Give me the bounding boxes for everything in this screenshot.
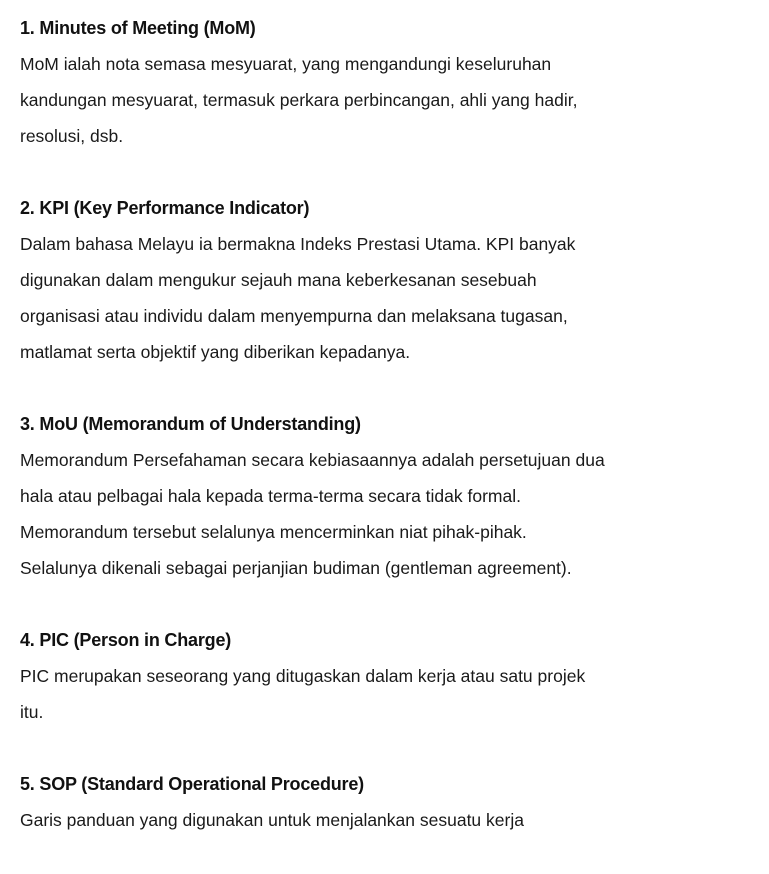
- section-heading: 3. MoU (Memorandum of Understanding): [20, 414, 361, 434]
- paragraph-line: Dalam bahasa Melayu ia bermakna Indeks Prestasi Utama. KPI banyak: [20, 234, 576, 254]
- section-paragraph: [20, 658, 720, 730]
- paragraph-line: itu.: [20, 702, 44, 722]
- section-pic: [20, 622, 720, 730]
- paragraph-line: kandungan mesyuarat, termasuk perkara perbincangan, ahli yang hadir,: [20, 90, 578, 110]
- section-heading: 1. Minutes of Meeting (MoM): [20, 18, 256, 38]
- section-paragraph: [20, 46, 720, 154]
- paragraph-line: Memorandum tersebut selalunya mencerminkan niat pihak-pihak.: [20, 522, 527, 542]
- paragraph-line: MoM ialah nota semasa mesyuarat, yang mengandungi keseluruhan: [20, 54, 552, 74]
- paragraph-line: organisasi atau individu dalam menyempurna dan melaksana tugasan,: [20, 306, 568, 326]
- paragraph-line: matlamat serta objektif yang diberikan kepadanya.: [20, 342, 411, 362]
- section-heading: 5. SOP (Standard Operational Procedure): [20, 774, 364, 794]
- paragraph-line: Selalunya dikenali sebagai perjanjian budiman (gentleman agreement).: [20, 558, 572, 578]
- paragraph-line: PIC merupakan seseorang yang ditugaskan dalam kerja atau satu projek: [20, 666, 586, 686]
- section-paragraph: [20, 442, 720, 586]
- section-mom: [20, 10, 720, 154]
- section-heading: 2. KPI (Key Performance Indicator): [20, 198, 310, 218]
- paragraph-line: resolusi, dsb.: [20, 126, 124, 146]
- paragraph-line: Memorandum Persefahaman secara kebiasaannya adalah persetujuan dua: [20, 450, 605, 470]
- section-sop: [20, 766, 720, 838]
- section-paragraph: [20, 226, 720, 370]
- section-mou: [20, 406, 720, 586]
- paragraph-line: Garis panduan yang digunakan untuk menjalankan sesuatu kerja: [20, 810, 524, 830]
- document-body: [20, 10, 720, 874]
- section-heading: 4. PIC (Person in Charge): [20, 630, 232, 650]
- section-paragraph: [20, 802, 720, 838]
- paragraph-line: digunakan dalam mengukur sejauh mana keberkesanan sesebuah: [20, 270, 537, 290]
- paragraph-line: hala atau pelbagai hala kepada terma-terma secara tidak formal.: [20, 486, 521, 506]
- section-kpi: [20, 190, 720, 370]
